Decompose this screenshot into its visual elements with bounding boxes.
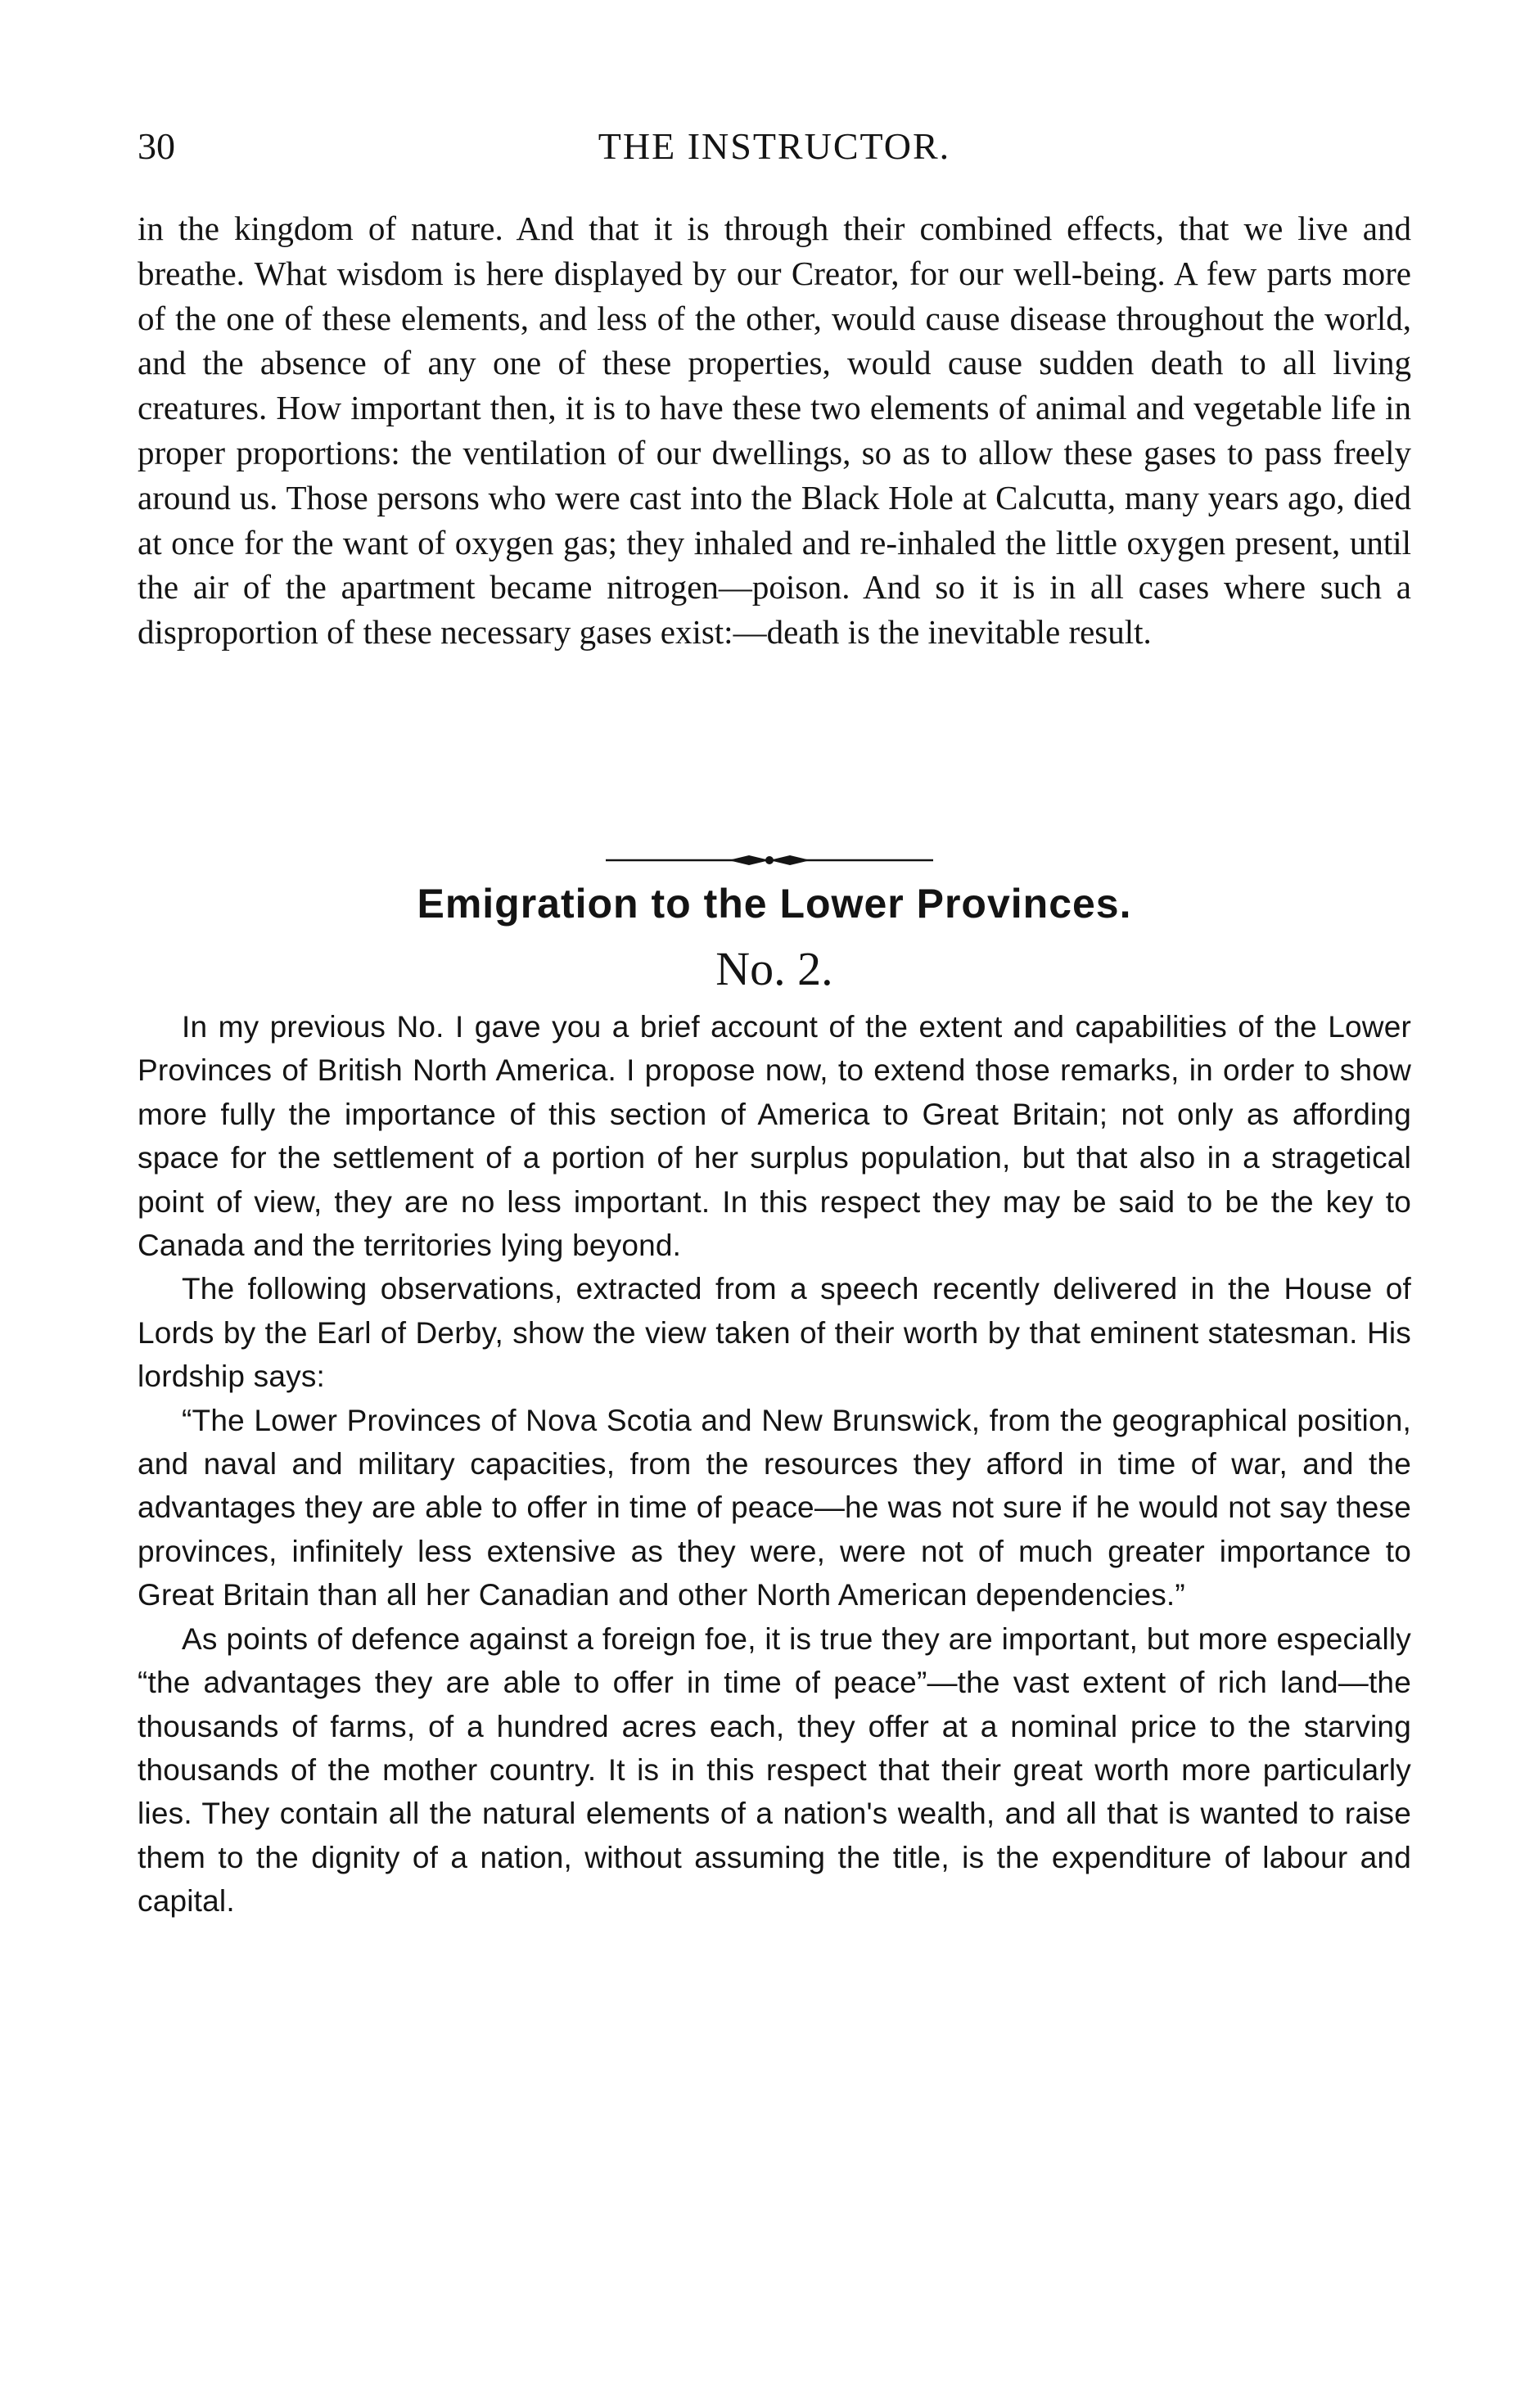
page-header [138,124,1411,174]
section-divider [606,848,933,873]
body-paragraph: The following observations, extracted from a speech recently delivered in the House of Lords by the Earl of Derby, show the view taken of their worth by that eminent statesman. His lordship says: [138,1272,1411,1394]
article-continuation [138,206,1411,655]
article-title: Emigration to the Lower Provinces. [417,881,1132,927]
page-number: 30 [138,125,175,167]
body-paragraph: in the kingdom of nature. And that it is through their combined effects, that we live and breathe. What wisdom is here displayed by our Creator, for our well-being. A few parts more of the one of these elements, and less of the other, would cause disease throughout the world, and the absence of any one of these properties, would cause sudden death to all living creatures. How important then, it is to have these two elements of animal and vegetable life in proper proportions: the ventilation of our dwellings, so as to allow these gases to pass freely around us. Those persons who were cast into the Black Hole at Calcutta, many years ago, died at once for the want of oxygen gas; they inhaled and re-inhaled the little oxygen present, until the air of the apartment became nitrogen—poison. And so it is in all cases where such a disproportion of these necessary gases exist:—death is the inevitable result. [138,210,1411,652]
body-paragraph: In my previous No. I gave you a brief account of the extent and capabilities of the Lower Provinces of British North America. I propose now, to extend those remarks, in order to show more fully the importance of this section of America to Great Britain; not only as affording space for the settlement of a portion of her surplus population, but that also in a stragetical point of view, they are no less important. In this respect they may be said to be the key to Canada and the territories lying beyond. [138,1010,1411,1263]
running-title: THE INSTRUCTOR. [598,125,951,167]
article-body [138,1005,1411,1923]
body-paragraph: As points of defence against a foreign foe, it is true they are important, but more especially “the advantages they are able to offer in time of peace”—the vast extent of rich land—the thousands of farms, of a hundred acres each, they offer at a nominal price to the starving thousands of the mother country. It is in this respect that their great worth more particularly lies. They contain all the natural elements of a nation's wealth, and all that is wanted to raise them to the dignity of a nation, without assuming the title, is the expenditure of labour and capital. [138,1621,1411,1919]
quoted-paragraph: “The Lower Provinces of Nova Scotia and New Brunswick, from the geographical position, and naval and military capacities, from the resources they afford in time of war, and the advantages they are able to offer in time of peace—he was not sure if he would not say these provinces, infinitely less extensive as they were, were not of much greater importance to Great Britain than all her Canadian and other North American dependencies.” [138,1403,1411,1612]
article-number: No. 2. [715,942,833,995]
